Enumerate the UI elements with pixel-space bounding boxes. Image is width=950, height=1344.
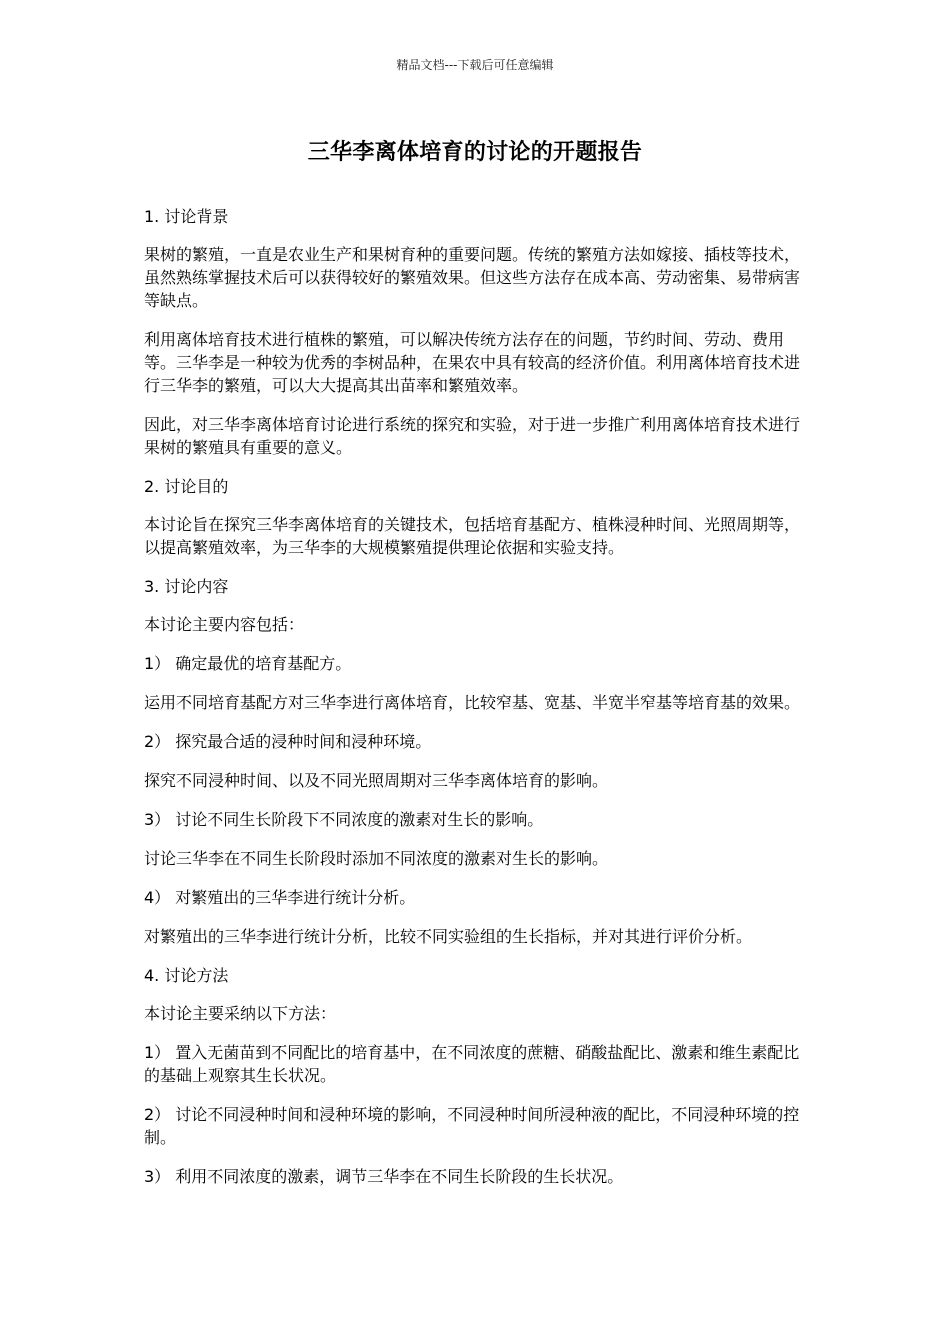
- list-item: 1） 确定最优的培育基配方。: [144, 654, 352, 673]
- paragraph: 因此，对三华李离体培育讨论进行系统的探究和实验，对于进一步推广利用离体培育技术进行果树的繁殖具有重要的意义。: [144, 415, 801, 457]
- paragraph: 本讨论主要采纳以下方法：: [144, 1004, 337, 1023]
- paragraph: 果树的繁殖，一直是农业生产和果树育种的重要问题。传统的繁殖方法如嫁接、插枝等技术，虽然熟练掌握技术后可以获得较好的繁殖效果。但这些方法存在成本高、劳动密集、易带病害等缺点。: [144, 245, 801, 310]
- list-item: 4） 对繁殖出的三华李进行统计分析。: [144, 888, 416, 907]
- section-heading-purpose: 2. 讨论目的: [144, 477, 229, 496]
- paragraph: 运用不同培育基配方对三华李进行离体培育，比较窄基、宽基、半宽半窄基等培育基的效果。: [144, 693, 801, 712]
- list-item: 2） 讨论不同浸种时间和浸种环境的影响，不同浸种时间所浸种液的配比，不同浸种环境的控制。: [144, 1105, 800, 1147]
- document-body: [144, 205, 806, 1204]
- paragraph: 本讨论旨在探究三华李离体培育的关键技术，包括培育基配方、植株浸种时间、光照周期等，以提高繁殖效率，为三华李的大规模繁殖提供理论依据和实验支持。: [144, 515, 801, 557]
- paragraph: 本讨论主要内容包括：: [144, 615, 305, 634]
- paragraph: 探究不同浸种时间、以及不同光照周期对三华李离体培育的影响。: [144, 771, 609, 790]
- list-item: 2） 探究最合适的浸种时间和浸种环境。: [144, 732, 432, 751]
- document-title: 三华李离体培育的讨论的开题报告: [307, 140, 643, 165]
- paragraph: 讨论三华李在不同生长阶段时添加不同浓度的激素对生长的影响。: [144, 849, 609, 868]
- paragraph: 对繁殖出的三华李进行统计分析，比较不同实验组的生长指标，并对其进行评价分析。: [144, 927, 753, 946]
- section-heading-background: 1. 讨论背景: [144, 207, 229, 226]
- list-item: 3） 利用不同浓度的激素，调节三华李在不同生长阶段的生长状况。: [144, 1167, 624, 1186]
- section-heading-content: 3. 讨论内容: [144, 577, 229, 596]
- section-heading-method: 4. 讨论方法: [144, 966, 229, 985]
- paragraph: 利用离体培育技术进行植株的繁殖，可以解决传统方法存在的问题，节约时间、劳动、费用等。三华李是一种较为优秀的李树品种，在果农中具有较高的经济价值。利用离体培育技术进行三华李的繁殖，可以大大提高其出苗率和繁殖效率。: [144, 330, 801, 395]
- list-item: 1） 置入无菌苗到不同配比的培育基中，在不同浓度的蔗糖、硝酸盐配比、激素和维生素配比的基础上观察其生长状况。: [144, 1043, 800, 1085]
- list-item: 3） 讨论不同生长阶段下不同浓度的激素对生长的影响。: [144, 810, 544, 829]
- page-header: 精品文档---下载后可任意编辑: [396, 58, 554, 72]
